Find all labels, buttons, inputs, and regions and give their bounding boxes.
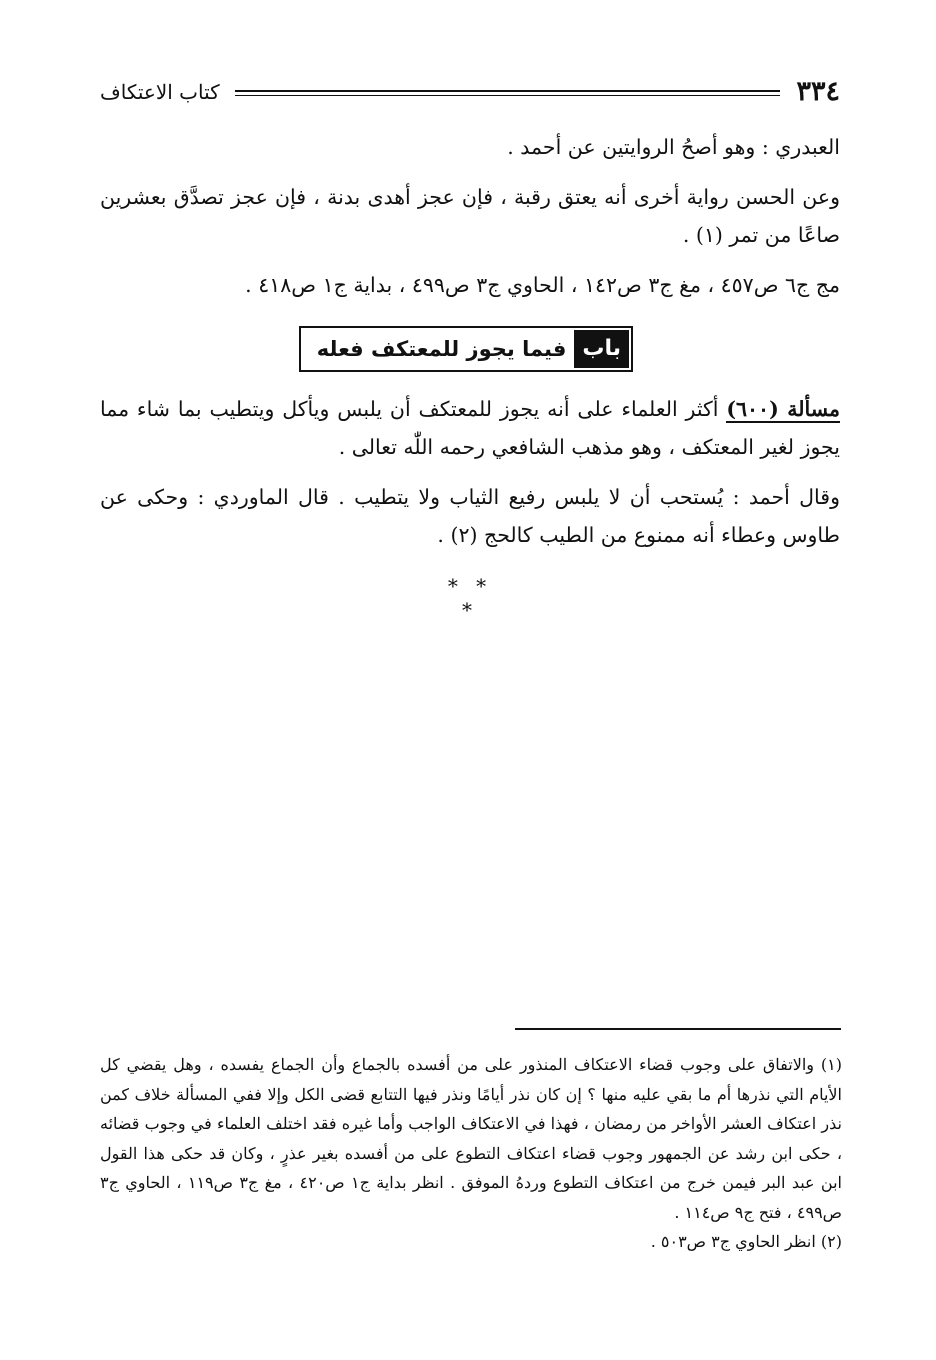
footnotes	[100, 1050, 842, 1257]
page-header	[100, 72, 840, 112]
header-rule	[235, 90, 780, 96]
references-line: مج ج٦ ص٤٥٧ ، مغ ج٣ ص١٤٢ ، الحاوي ج٣ ص٤٩٩ ، بداية ج١ ص٤١٨ .	[245, 273, 840, 297]
footnote-2: (٢) انظر الحاوي ج٣ ص٥٠٣ .	[650, 1232, 842, 1251]
paragraph-after: وقال أحمد : يُستحب أن لا يلبس رفيع الثياب ولا يتطيب . قال الماوردي : وحكى عن طاوس وعطاء أنه ممنوع من الطيب كالحج (٢) .	[100, 485, 840, 547]
issue-text: أكثر العلماء على أنه يجوز للمعتكف أن يلبس ويأكل ويتطيب بما شاء مما يجوز لغير المعتكف ، وهو مذهب الشافعي رحمه اللّٰه تعالى .	[100, 397, 840, 459]
issue-label: مسألة (٦٠٠)	[726, 397, 840, 421]
footnote-1: (١) والاتفاق على وجوب قضاء الاعتكاف المنذور على من أفسده بالجماع وأن الجماع يفسده ، وهل يقضي كل الأيام التي نذرها أم ما بقي عليه منها ؟ إن كان نذر أيامًا ونذر فيها التتابع قضى الكل وإلا ففي المسألة خلاف كمن نذر اعتكاف العشر الأواخر من رمضان ، فهذا في الاعتكاف الواجب وأما غيره فقد اختلف العلماء في وجوب قضائه ، حكى ابن رشد عن الجمهور وجوب قضاء اعتكاف التطوع على من أفسده بغير عذرٍ ، وكان قد حكى هذا القول ابن عبد البر فيمن خرج من اعتكاف التطوع وردهُ الموفق . انظر بداية ج١ ص٤٢٠ ، مغ ج٣ ص١١٩ ، الحاوي ج٣ ص٤٩٩ ، فتح ج٩ ص١١٤ .	[100, 1055, 843, 1222]
chapter-label: باب	[574, 330, 629, 368]
section-separator: * * *	[447, 574, 493, 622]
paragraph-2: وعن الحسن رواية أخرى أنه يعتق رقبة ، فإن عجز أهدى بدنة ، فإن عجز تصدَّق بعشرين صاعًا من تمر (١) .	[100, 185, 840, 247]
chapter-title: فيما يجوز للمعتكف فعله	[316, 337, 567, 361]
paragraph-1: العبدري : وهو أصحُ الروايتين عن أحمد .	[507, 135, 840, 159]
footnote-rule	[515, 1028, 841, 1030]
running-title: كتاب الاعتكاف	[100, 80, 220, 104]
page-number: ٣٣٤	[796, 76, 840, 107]
issue-paragraph	[100, 390, 840, 466]
chapter-heading	[299, 326, 633, 372]
